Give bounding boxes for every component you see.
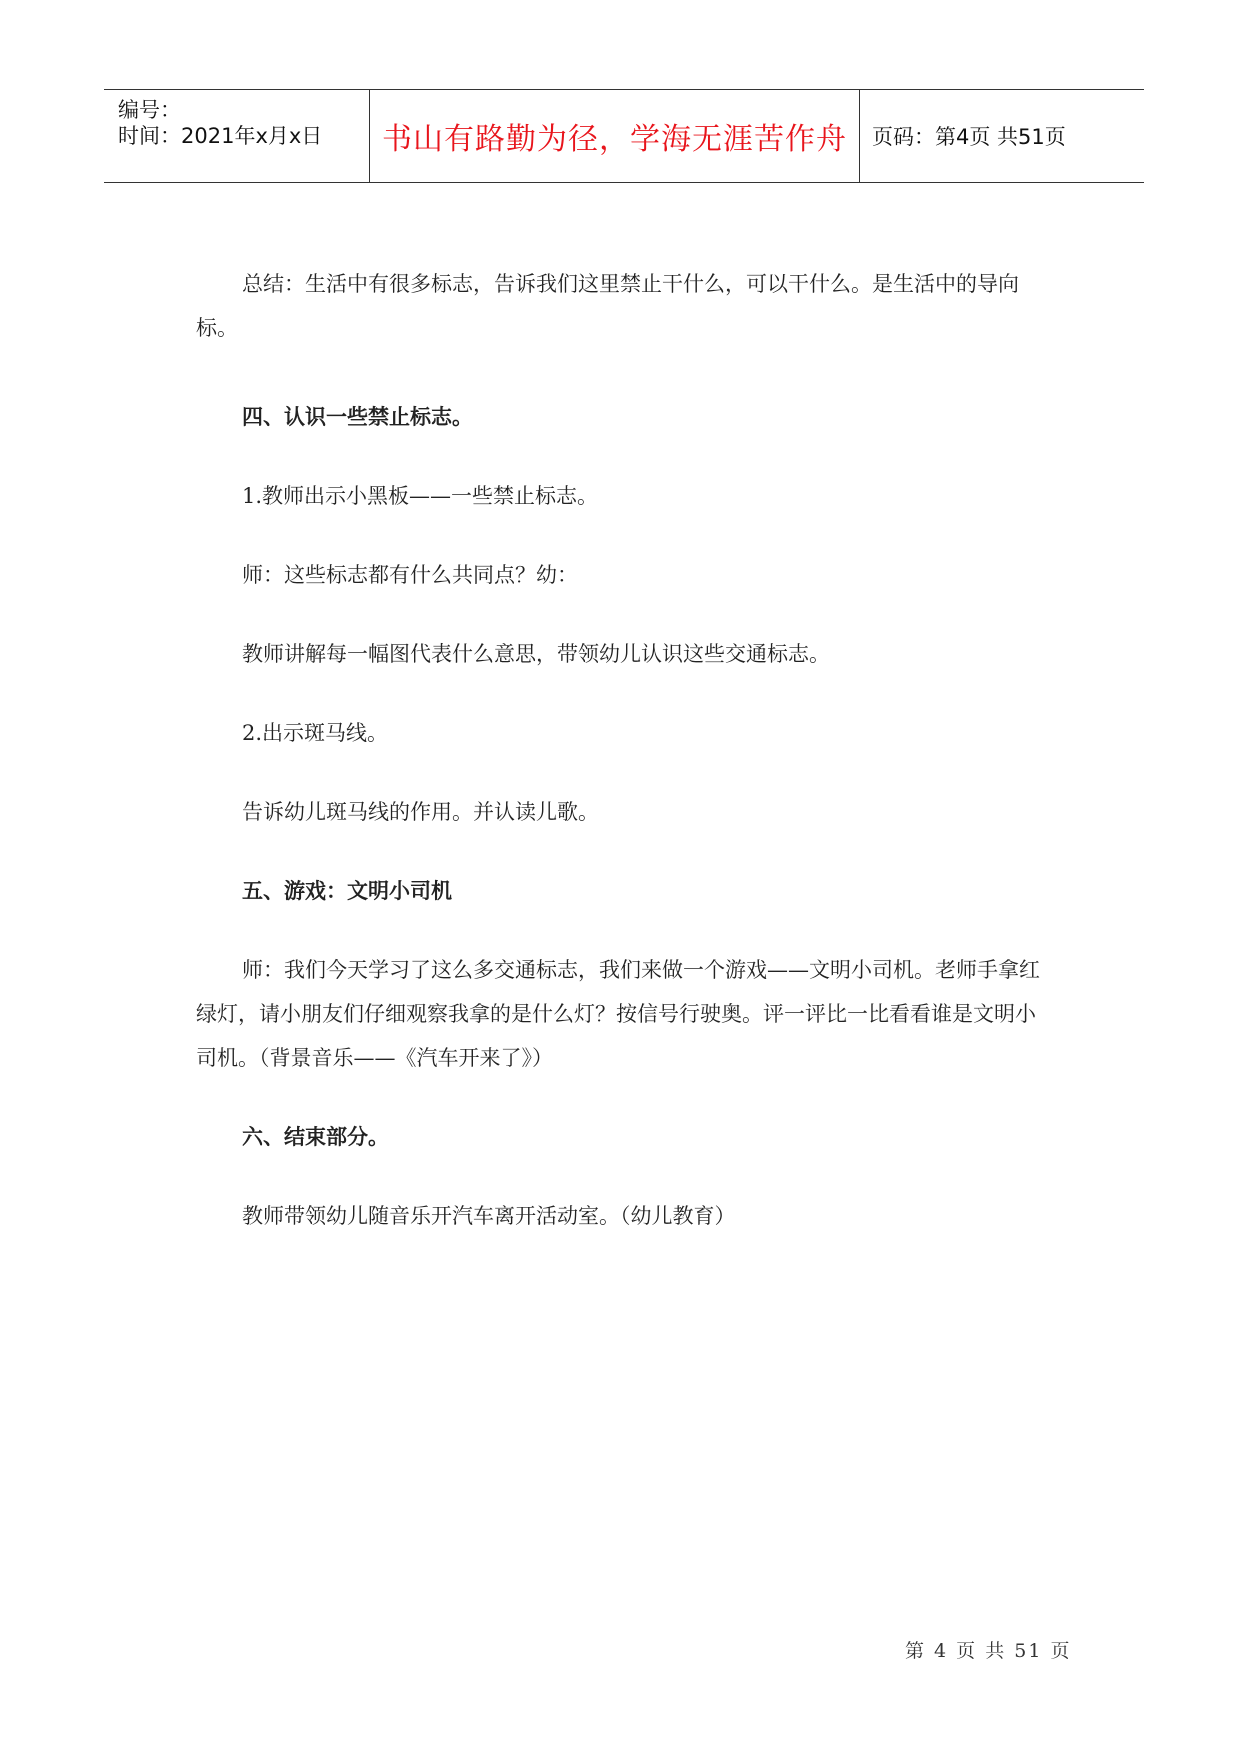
section-4-heading: 四、认识一些禁止标志。	[242, 405, 473, 429]
item-1-paragraph: 1.教师出示小黑板——一些禁止标志。	[242, 484, 599, 508]
teacher-question-paragraph: 师：这些标志都有什么共同点？幼：	[242, 563, 578, 587]
section-5-heading: 五、游戏：文明小司机	[242, 879, 452, 903]
teacher-explain-paragraph: 教师讲解每一幅图代表什么意思，带领幼儿认识这些交通标志。	[242, 642, 830, 666]
summary-paragraph: 总结：生活中有很多标志，告诉我们这里禁止干什么，可以干什么。是生活中的导向标。	[196, 272, 1019, 340]
item-2-paragraph: 2.出示斑马线。	[242, 721, 389, 745]
motto-text: 书山有路勤为径，学海无涯苦作舟	[382, 122, 847, 157]
header-page-info-cell	[860, 90, 1144, 182]
page-info: 页码：第4页 共51页	[872, 125, 1066, 149]
time-label: 时间：2021年x月x日	[118, 124, 323, 148]
zebra-explain-paragraph: 告诉幼儿斑马线的作用。并认读儿歌。	[242, 800, 599, 824]
ending-paragraph: 教师带领幼儿随音乐开汽车离开活动室。（幼儿教育）	[242, 1204, 736, 1228]
header-motto-cell	[370, 90, 860, 182]
header-meta	[104, 90, 370, 182]
page-footer: 第 4 页 共 51 页	[905, 1640, 1072, 1662]
document-header	[104, 89, 1144, 183]
section-6-heading: 六、结束部分。	[242, 1125, 389, 1149]
number-label: 编号：	[118, 98, 181, 122]
document-body	[196, 262, 1056, 1238]
game-paragraph: 师：我们今天学习了这么多交通标志，我们来做一个游戏——文明小司机。老师手拿红绿灯，请小朋友们仔细观察我拿的是什么灯？按信号行驶奥。评一评比一比看看谁是文明小司机。（背景音乐——《汽车开来了》）	[196, 958, 1040, 1070]
